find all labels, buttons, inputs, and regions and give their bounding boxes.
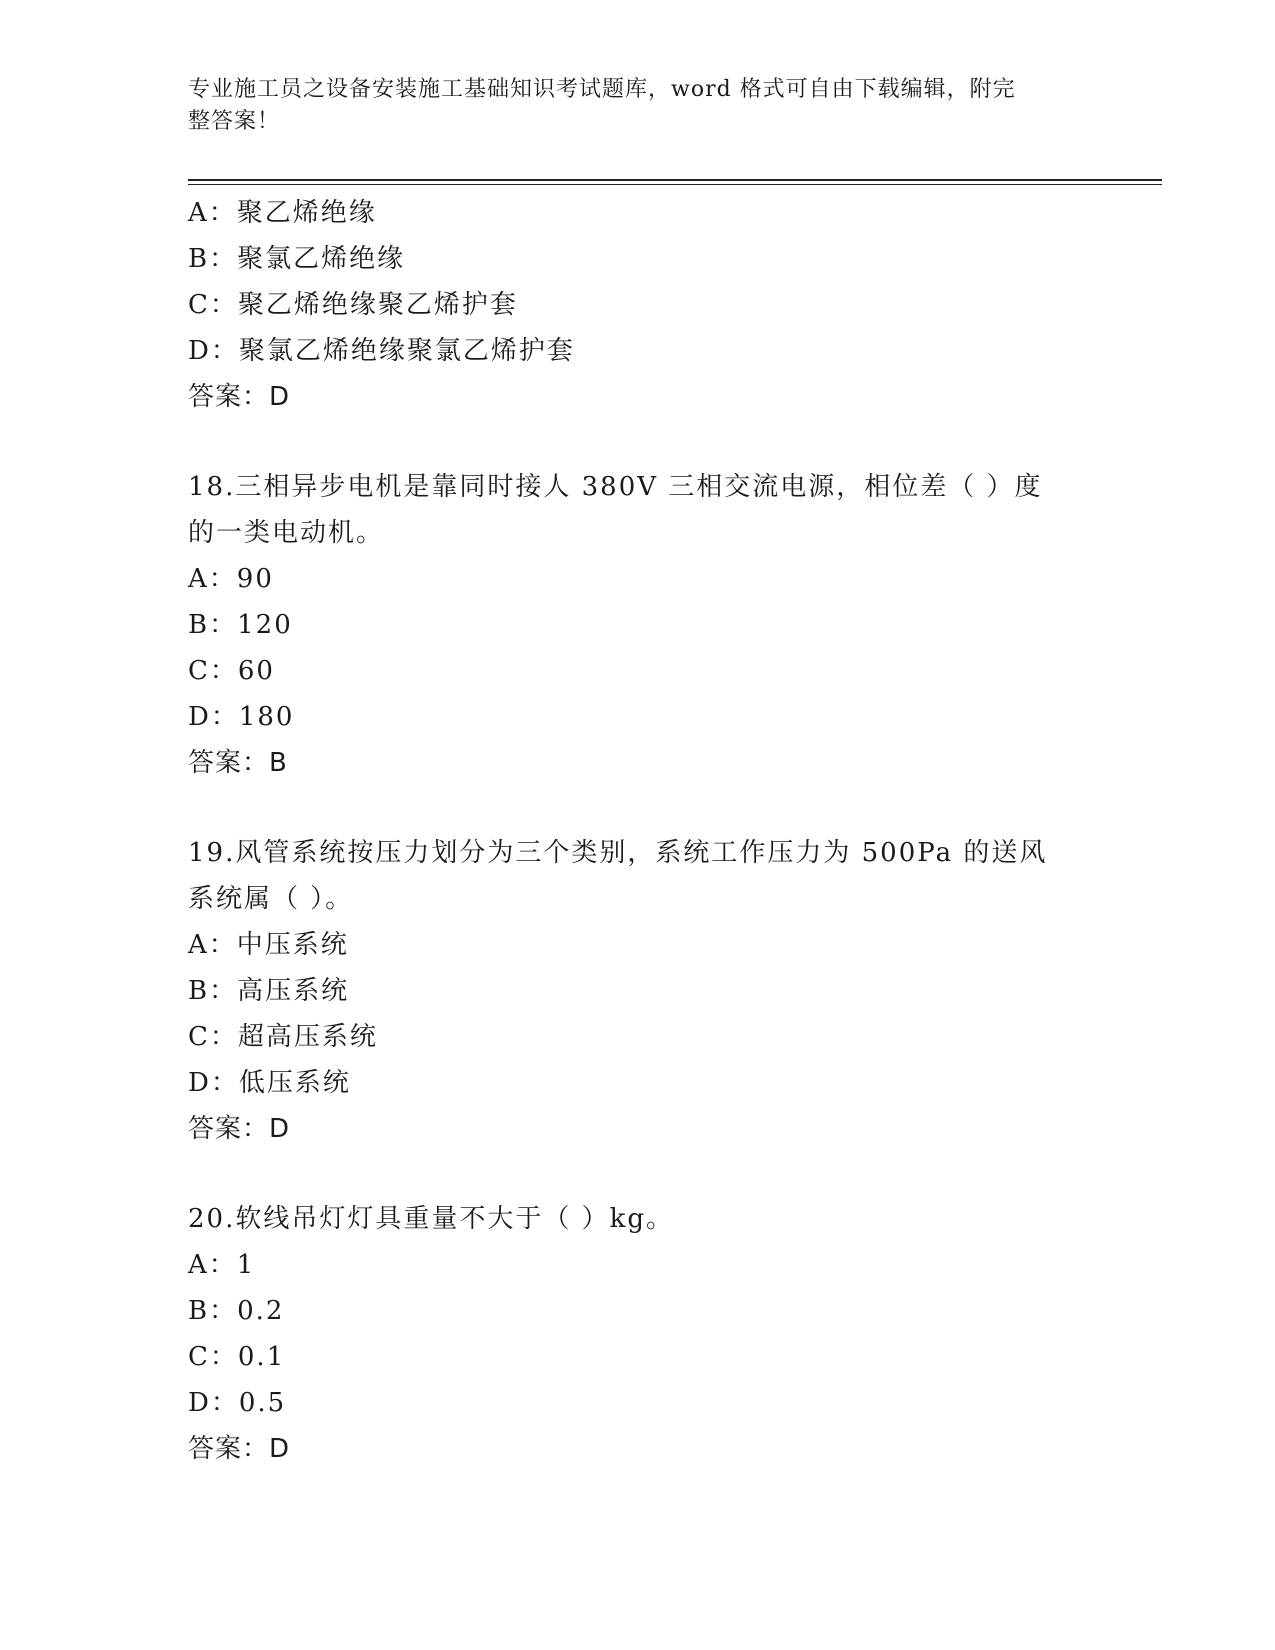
option-c: C：60 [188,656,275,686]
option-a: A：1 [188,1250,256,1280]
option-a: A：聚乙烯绝缘 [188,198,377,228]
question-19 [188,830,1088,1152]
answer-label: 答案：D [188,382,291,412]
option-b: B：高压系统 [188,976,350,1006]
header-divider-thin [188,184,1162,185]
answer-label: 答案：D [188,1434,291,1464]
header-title-line-2: 整答案！ [188,109,281,134]
question-18 [188,464,1088,786]
question-stem: 18.三相异步电机是靠同时接人 380V 三相交流电源，相位差（ ）度的一类电动机。 [188,472,1043,548]
option-c: C：聚乙烯绝缘聚乙烯护套 [188,290,518,320]
header-divider-thick [188,179,1162,181]
option-b: B：120 [188,610,293,640]
header-title-line-1: 专业施工员之设备安装施工基础知识考试题库，word 格式可自由下载编辑，附完 [188,77,1016,102]
question-20 [188,1196,1088,1472]
option-d: D：180 [188,702,295,732]
option-b: B：0.2 [188,1296,285,1326]
answer-label: 答案：B [188,748,288,778]
option-a: A：中压系统 [188,930,349,960]
document-header [188,74,1068,138]
option-b: B：聚氯乙烯绝缘 [188,244,406,274]
option-d: D：低压系统 [188,1068,351,1098]
option-c: C：0.1 [188,1342,286,1372]
option-d: D：聚氯乙烯绝缘聚氯乙烯护套 [188,336,575,366]
option-d: D：0.5 [188,1388,287,1418]
question-17 [188,190,1088,420]
option-c: C：超高压系统 [188,1022,378,1052]
answer-label: 答案：D [188,1114,291,1144]
question-stem: 20.软线吊灯灯具重量不大于（ ）kg。 [188,1204,675,1234]
question-list [188,190,1088,1472]
option-a: A：90 [188,564,274,594]
question-stem: 19.风管系统按压力划分为三个类别，系统工作压力为 500Pa 的送风系统属（ ）。 [188,838,1048,914]
